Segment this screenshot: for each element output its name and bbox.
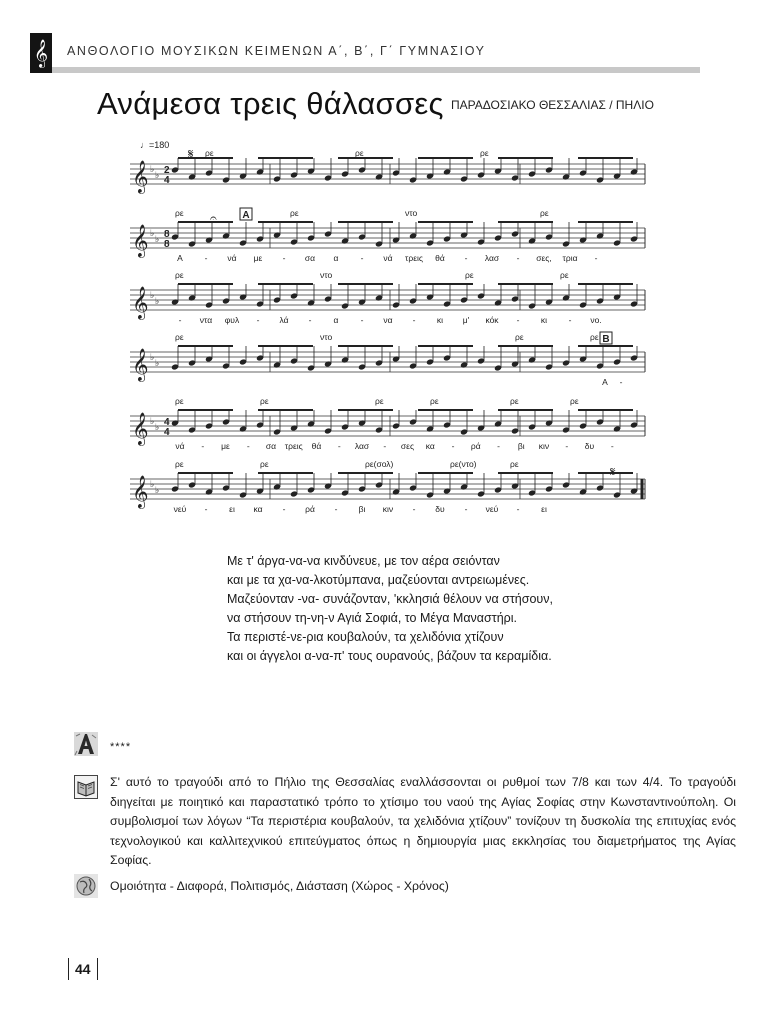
book-icon xyxy=(74,775,98,799)
lyric-syllable: - xyxy=(568,315,572,325)
fermata-icon: 𝄐 xyxy=(210,211,217,225)
music-score xyxy=(120,138,660,538)
lyric-syllable: δυ xyxy=(435,504,445,514)
lyric-syllable: βι xyxy=(517,441,525,451)
lyric-syllable: - xyxy=(282,504,286,514)
time-signature-top: 8 xyxy=(164,229,170,240)
chord-label: ρε xyxy=(515,332,524,342)
key-signature: ♭ xyxy=(150,290,155,300)
lyric-syllable: - xyxy=(204,253,208,263)
chord-label: ντο xyxy=(320,332,333,342)
lyric-syllable: - xyxy=(516,315,520,325)
key-signature: ♭ xyxy=(155,170,160,180)
lyric-syllable: νεύ xyxy=(173,504,187,514)
lyric-syllable: - xyxy=(282,253,286,263)
lyric-syllable: α xyxy=(333,253,339,263)
tempo-mark: ♩=180 xyxy=(140,140,170,150)
section-mark-label: B xyxy=(602,334,610,345)
lyrics-line: και με τα χα-να-λκοτύμπανα, μαζεύονται αντρειωμένες. xyxy=(227,573,530,587)
lyrics-line: Μαζεύονταν -να- συνάζονταν, 'κκλησιά θέλουν να στήσουν, xyxy=(227,592,553,606)
lyric-syllable: με xyxy=(253,253,263,263)
lyric-syllable: κα xyxy=(253,504,263,514)
lyric-syllable: - xyxy=(308,315,312,325)
lyric-syllable: νεύ xyxy=(485,504,499,514)
lyric-syllable: - xyxy=(360,315,364,325)
lyric-syllable: λασ xyxy=(354,441,370,451)
lyrics-line: Τα περιστέ-νε-ρια κουβαλούν, τα χελιδόνια χτίζουν xyxy=(227,630,504,644)
header-rule xyxy=(52,67,700,73)
lyric-syllable: - xyxy=(412,504,416,514)
time-signature-bottom: 4 xyxy=(164,427,170,438)
lyric-syllable: νά xyxy=(175,441,185,451)
segno-icon: 𝄋 xyxy=(610,464,616,479)
chord-label: ρε xyxy=(510,459,519,469)
lyric-syllable: θά xyxy=(435,253,445,263)
lyric-syllable: νο. xyxy=(590,315,602,325)
lyric-syllable: ει xyxy=(229,504,235,514)
lyric-syllable: - xyxy=(610,441,614,451)
chord-label: ρε(σολ) xyxy=(365,459,394,469)
letter-a-icon xyxy=(74,732,98,756)
lyric-syllable: να xyxy=(383,315,393,325)
lyric-syllable: ρά xyxy=(470,441,481,451)
lyric-syllable: - xyxy=(464,253,468,263)
chord-label: ρε xyxy=(540,208,549,218)
treble-clef-icon: 𝄞 xyxy=(132,225,149,256)
key-signature: ♭ xyxy=(150,479,155,489)
lyric-syllable: λά xyxy=(279,315,289,325)
lyric-syllable: - xyxy=(360,253,364,263)
lyrics-line: και οι άγγελοι α-να-π' τους ουρανούς, βάζουν τα κεραμίδια. xyxy=(227,649,552,663)
key-signature: ♭ xyxy=(150,416,155,426)
globe-icon xyxy=(74,874,98,898)
lyric-syllable: - xyxy=(334,504,338,514)
lyric-syllable: Α xyxy=(602,377,608,387)
lyric-syllable: - xyxy=(565,441,569,451)
chord-label: ρε xyxy=(375,396,384,406)
chord-label: ρε xyxy=(260,396,269,406)
key-signature: ♭ xyxy=(150,228,155,238)
chord-label: ρε xyxy=(355,148,364,158)
lyric-syllable: - xyxy=(256,315,260,325)
lyric-syllable: ντα xyxy=(199,315,213,325)
treble-clef-icon: 𝄞 xyxy=(132,476,149,507)
chord-label: ρε xyxy=(175,332,184,342)
lyric-syllable: κι xyxy=(436,315,444,325)
lyrics-line: να στήσουν τη-νη-ν Αγιά Σοφιά, το Μέγα Μαναστήρι. xyxy=(227,611,518,625)
lyric-syllable: - xyxy=(451,441,455,451)
song-description: Σ' αυτό το τραγούδι από το Πήλιο της Θεσσαλίας εναλλάσσονται οι ρυθμοί των 7/8 και των 4/4. Το τραγούδι διηγείται με ποιητικό και παραστατικό τρόπο το χτίσιμο του ναού της Αγίας Σοφίας στην Κωνσταντινούπολη. Οι συμβολισμοί των λόγων “Τα περιστέρια κουβαλούν, τα χελιδόνια χτίζουν” τονίζουν τη δυσκολία της επιτυχίας ενός τεχνολογικού και καλλιτεχνικού επιτεύγματος όπως η δημιουργία μιας εκκλησίας του διαμετρήματος της Αγίας Σοφίας. xyxy=(110,775,736,867)
book-title: ΑΝΘΟΛΟΓΙΟ ΜΟΥΣΙΚΩΝ ΚΕΙΜΕΝΩΝ Α΄, Β΄, Γ΄ ΓΥΜΝΑΣΙΟΥ xyxy=(67,44,486,58)
time-signature-bottom: 4 xyxy=(164,175,170,186)
time-signature-top: 2 xyxy=(164,165,170,176)
chord-label: ρε xyxy=(260,459,269,469)
treble-clef-icon: 𝄞 xyxy=(132,161,149,192)
treble-clef-icon: 𝄞 xyxy=(30,33,52,73)
lyric-syllable: νά xyxy=(383,253,393,263)
lyric-syllable: νά xyxy=(227,253,237,263)
chord-label: ρε xyxy=(175,396,184,406)
chord-label: ρε xyxy=(205,148,214,158)
chord-label: ρε xyxy=(590,332,599,342)
key-signature: ♭ xyxy=(155,358,160,368)
lyric-syllable: - xyxy=(412,315,416,325)
lyric-syllable: - xyxy=(497,441,500,451)
lyric-syllable: - xyxy=(178,315,182,325)
lyric-syllable: θά xyxy=(311,441,322,451)
song-origin: ΠΑΡΑΔΟΣΙΑΚΟ ΘΕΣΣΑΛΙΑΣ / ΠΗΛΙΟ xyxy=(451,98,654,112)
lyric-syllable: σες, xyxy=(536,253,552,263)
chord-label: ρε xyxy=(290,208,299,218)
chord-label: ρε xyxy=(465,270,474,280)
lyric-syllable: Α xyxy=(177,253,183,263)
lyric-syllable: - xyxy=(464,504,468,514)
lyric-syllable: - xyxy=(246,441,250,451)
lyric-syllable: σα xyxy=(265,441,277,451)
page-number: 44 xyxy=(68,958,98,980)
lyrics-line: Με τ' άργα-να-να κινδύνευε, με τον αέρα σειόνταν xyxy=(227,554,500,568)
lyric-syllable: κα xyxy=(425,441,435,451)
lyric-syllable: φυλ xyxy=(224,315,240,325)
lyrics-block xyxy=(227,552,553,666)
lyric-syllable: βι xyxy=(358,504,366,514)
lyric-syllable: - xyxy=(201,441,205,451)
treble-clef-icon: 𝄞 xyxy=(132,413,149,444)
chord-label: ρε xyxy=(175,270,184,280)
lyric-syllable: - xyxy=(204,504,208,514)
section-mark-label: A xyxy=(242,210,250,221)
lyric-syllable: λασ xyxy=(484,253,500,263)
lyric-syllable: δυ xyxy=(584,441,595,451)
chord-label: ρε xyxy=(175,459,184,469)
lyric-syllable: - xyxy=(619,377,623,387)
lyric-syllable: μ' xyxy=(462,315,470,325)
lyric-syllable: σα xyxy=(304,253,316,263)
chord-label: ρε xyxy=(570,396,579,406)
lyric-syllable: τρια xyxy=(562,253,578,263)
key-signature: ♭ xyxy=(155,234,160,244)
key-signature: ♭ xyxy=(155,422,160,432)
lyric-syllable: κόκ xyxy=(485,315,499,325)
lyric-syllable: κιν xyxy=(538,441,550,451)
lyric-syllable: σες xyxy=(400,441,415,451)
concepts-text: Ομοιότητα - Διαφορά, Πολιτισμός, Διάσταση (Χώρος - Χρόνος) xyxy=(110,879,449,893)
treble-clef-icon: 𝄞 xyxy=(132,349,149,380)
lyric-syllable: κι xyxy=(540,315,548,325)
time-signature-top: 4 xyxy=(164,417,170,428)
lyric-syllable: κιν xyxy=(382,504,394,514)
treble-clef-icon: 𝄞 xyxy=(132,287,149,318)
time-signature-bottom: 8 xyxy=(164,239,170,250)
lyric-syllable: με xyxy=(221,441,230,451)
lyric-syllable: - xyxy=(516,504,520,514)
chord-label: ρε(ντο) xyxy=(450,459,477,469)
chord-label: ντο xyxy=(320,270,333,280)
chord-label: ντο xyxy=(405,208,418,218)
lyric-syllable: τρεις xyxy=(284,441,303,451)
chord-label: ρε xyxy=(560,270,569,280)
song-title: Ανάμεσα τρεις θάλασσες xyxy=(97,86,444,121)
chord-label: ρε xyxy=(430,396,439,406)
lyric-syllable: ει xyxy=(541,504,547,514)
lyric-syllable: τρεις xyxy=(405,253,423,263)
lyric-syllable: α xyxy=(333,315,339,325)
lyric-syllable: - xyxy=(594,253,598,263)
page-header xyxy=(30,33,700,73)
key-signature: ♭ xyxy=(155,485,160,495)
key-signature: ♭ xyxy=(150,164,155,174)
key-signature: ♭ xyxy=(155,296,160,306)
lyric-syllable: - xyxy=(337,441,341,451)
rating-stars: **** xyxy=(110,741,132,753)
lyric-syllable: ρά xyxy=(305,504,315,514)
lyric-syllable: - xyxy=(383,441,387,451)
key-signature: ♭ xyxy=(150,352,155,362)
segno-icon: 𝄋 xyxy=(188,146,194,161)
chord-label: ρε xyxy=(175,208,184,218)
score-svg xyxy=(120,138,660,538)
chord-label: ρε xyxy=(480,148,489,158)
chord-label: ρε xyxy=(510,396,519,406)
lyric-syllable: - xyxy=(516,253,520,263)
